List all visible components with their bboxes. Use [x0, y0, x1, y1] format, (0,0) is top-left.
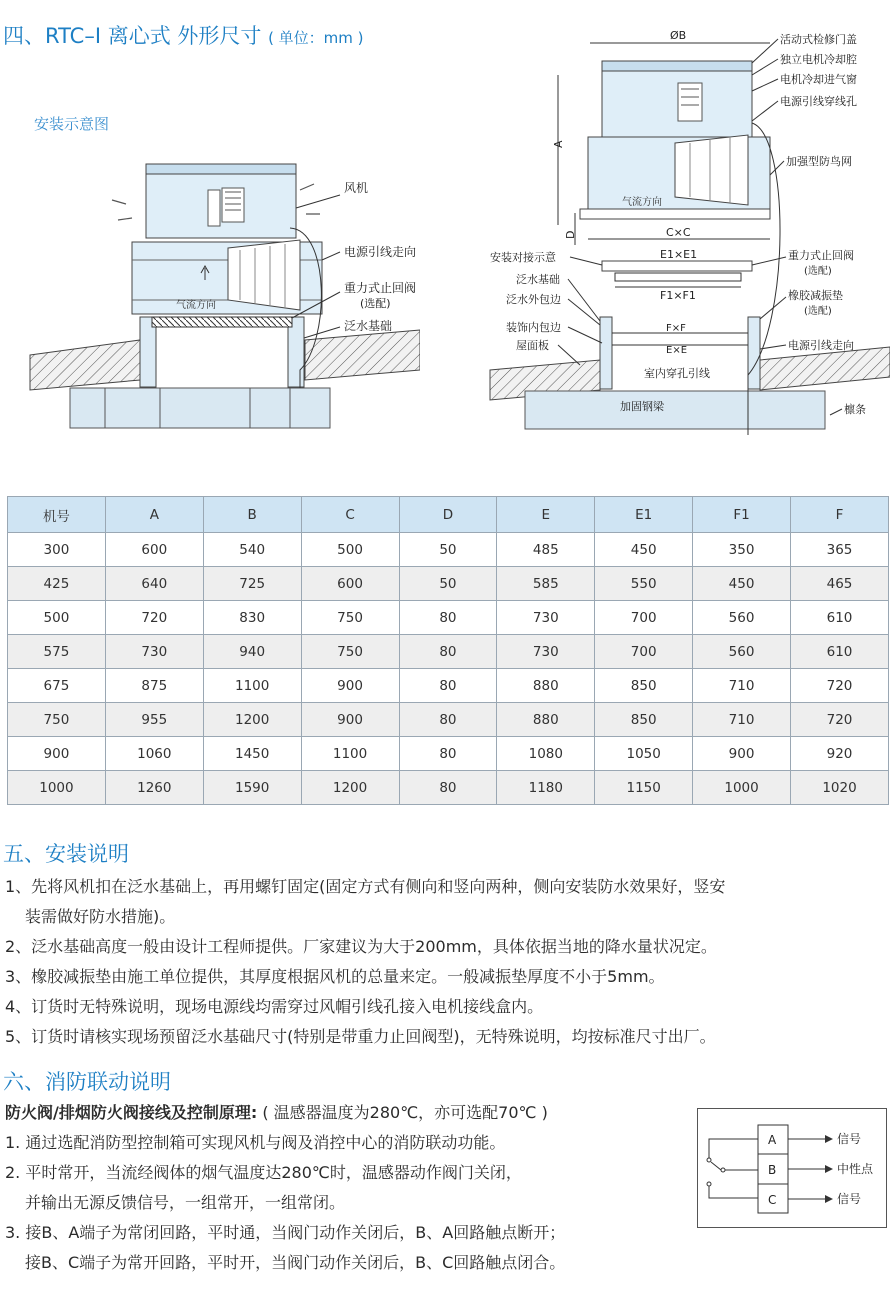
- label-rubber-pad: 橡胶减振垫: [788, 289, 843, 302]
- table-header-cell: F: [791, 497, 889, 533]
- fire-note-item: [5, 1218, 695, 1278]
- label-motor-cavity: 独立电机冷却腔: [780, 53, 857, 66]
- table-cell: 560: [693, 601, 791, 635]
- table-cell: 750: [301, 635, 399, 669]
- table-cell: 720: [791, 703, 889, 737]
- install-note-item: 4、订货时无特殊说明，现场电源线均需穿过风帽引线孔接入电机接线盒内。: [5, 997, 544, 1016]
- table-cell: 575: [8, 635, 106, 669]
- table-cell: 1060: [105, 737, 203, 771]
- table-header-cell: D: [399, 497, 497, 533]
- label-base: 泛水基础: [516, 273, 560, 286]
- dim-e1-label: E1×E1: [660, 248, 698, 261]
- table-cell: 830: [203, 601, 301, 635]
- table-cell: 450: [595, 533, 693, 567]
- install-note-item: 2、泛水基础高度一般由设计工程师提供。厂家建议为大于200mm，具体依据当地的降水量状况定。: [5, 937, 717, 956]
- table-cell: 1000: [693, 771, 791, 805]
- right-airflow-label: 气流方向: [622, 197, 662, 208]
- table-header-cell: A: [105, 497, 203, 533]
- dim-b-label: ØB: [670, 29, 687, 42]
- table-row: [8, 703, 889, 737]
- table-cell: 730: [105, 635, 203, 669]
- dimension-table: [7, 496, 889, 805]
- table-cell: 1150: [595, 771, 693, 805]
- table-cell: 540: [203, 533, 301, 567]
- table-cell: 80: [399, 669, 497, 703]
- table-cell: 1450: [203, 737, 301, 771]
- label-rubber-pad-note: (选配): [804, 306, 832, 317]
- dim-a-label: A: [552, 140, 565, 148]
- table-cell: 1200: [301, 771, 399, 805]
- table-header-cell: C: [301, 497, 399, 533]
- label-roof-board: 屋面板: [516, 339, 549, 352]
- table-cell: 465: [791, 567, 889, 601]
- fire-note-text-cont: 并输出无源反馈信号，一组常开，一组常闭。: [25, 1193, 346, 1212]
- table-cell: 585: [497, 567, 595, 601]
- label-cooling-window: 电机冷却进气窗: [780, 73, 857, 86]
- table-cell: 610: [791, 601, 889, 635]
- left-install-diagram: [0, 140, 420, 440]
- output-signal-1: 信号: [837, 1132, 862, 1146]
- table-cell: 880: [497, 703, 595, 737]
- section4-title: [3, 20, 364, 50]
- left-airflow-label: 气流方向: [176, 300, 216, 311]
- table-cell: 80: [399, 601, 497, 635]
- table-cell: 1020: [791, 771, 889, 805]
- table-cell: 1590: [203, 771, 301, 805]
- table-header-cell: E: [497, 497, 595, 533]
- dim-cxc-label: C×C: [666, 226, 691, 239]
- table-cell: 1050: [595, 737, 693, 771]
- wiring-diagram: [697, 1108, 887, 1228]
- fire-note-text: 3. 接B、A端子为常闭回路，平时通，当阀门动作关闭后，B、A回路触点断开；: [5, 1223, 566, 1242]
- table-cell: 1260: [105, 771, 203, 805]
- table-cell: 850: [595, 703, 693, 737]
- table-cell: 1000: [8, 771, 106, 805]
- label-purlin: 檩条: [844, 403, 866, 416]
- section5-title: 五、安装说明: [3, 842, 129, 866]
- table-cell: 900: [8, 737, 106, 771]
- fire-notes: [5, 1098, 695, 1278]
- fire-note-text: 2. 平时常开，当流经阀体的烟气温度达280℃时，温感器动作阀门关闭，: [5, 1163, 522, 1182]
- fire-subtitle-note: ( 温感器温度为280℃，亦可选配70℃ ): [262, 1103, 548, 1122]
- table-cell: 720: [105, 601, 203, 635]
- table-cell: 720: [791, 669, 889, 703]
- table-header-cell: B: [203, 497, 301, 533]
- install-note-item: [5, 872, 885, 932]
- table-cell: 640: [105, 567, 203, 601]
- table-cell: 350: [693, 533, 791, 567]
- table-cell: 710: [693, 703, 791, 737]
- label-cable-hole: 电源引线穿线孔: [780, 95, 857, 108]
- section4-title-unit: ( 单位：mm ): [268, 29, 364, 47]
- label-gravity-valve: 重力式止回阀: [788, 249, 854, 262]
- table-cell: 900: [301, 669, 399, 703]
- table-cell: 610: [791, 635, 889, 669]
- fire-note-text-cont: 接B、C端子为常开回路，平时开，当阀门动作关闭后，B、C回路触点闭合。: [25, 1253, 566, 1272]
- fire-subtitle: [5, 1098, 695, 1128]
- table-cell: 80: [399, 771, 497, 805]
- install-notes: [5, 872, 885, 1052]
- diagram-caption: 安装示意图: [34, 115, 110, 133]
- table-cell: 50: [399, 567, 497, 601]
- fire-note-item: [5, 1158, 695, 1218]
- install-note-item: 5、订货时请核实现场预留泛水基础尺寸(特别是带重力止回阀型)，无特殊说明，均按标准尺寸出厂。: [5, 1027, 716, 1046]
- left-label-fan: 风机: [344, 181, 369, 195]
- table-cell: 940: [203, 635, 301, 669]
- table-cell: 450: [693, 567, 791, 601]
- section6-title: 六、消防联动说明: [3, 1070, 171, 1094]
- table-cell: 80: [399, 635, 497, 669]
- table-cell: 300: [8, 533, 106, 567]
- dim-fxf-label: F×F: [666, 323, 686, 334]
- section4-title-main: 四、RTC–I 离心式 外形尺寸: [3, 24, 262, 48]
- label-steel-beam: 加固钢梁: [620, 400, 664, 413]
- table-cell: 675: [8, 669, 106, 703]
- right-dimension-diagram: [470, 25, 890, 440]
- table-cell: 880: [497, 669, 595, 703]
- table-cell: 955: [105, 703, 203, 737]
- table-cell: 710: [693, 669, 791, 703]
- table-row: [8, 635, 889, 669]
- dim-f1-label: F1×F1: [660, 289, 696, 302]
- table-cell: 725: [203, 567, 301, 601]
- label-hatch: 活动式检修门盖: [780, 33, 857, 46]
- fire-note-item: 1. 通过选配消防型控制箱可实现风机与阀及消控中心的消防联动功能。: [5, 1133, 506, 1152]
- table-header-cell: F1: [693, 497, 791, 533]
- terminal-c: C: [768, 1193, 777, 1207]
- table-cell: 560: [693, 635, 791, 669]
- table-cell: 485: [497, 533, 595, 567]
- table-cell: 1180: [497, 771, 595, 805]
- fire-subtitle-bold: 防火阀/排烟防火阀接线及控制原理:: [5, 1103, 258, 1122]
- label-bird-net: 加强型防鸟网: [786, 155, 852, 168]
- table-body: [8, 533, 889, 805]
- table-cell: 500: [301, 533, 399, 567]
- table-cell: 1080: [497, 737, 595, 771]
- table-cell: 365: [791, 533, 889, 567]
- label-indoor-cable: 室内穿孔引线: [644, 367, 710, 380]
- table-cell: 80: [399, 703, 497, 737]
- table-row: [8, 669, 889, 703]
- table-cell: 875: [105, 669, 203, 703]
- table-row: [8, 533, 889, 567]
- table-cell: 600: [105, 533, 203, 567]
- install-note-text: 1、先将风机扣在泛水基础上，再用螺钉固定(固定方式有侧向和竖向两种，侧向安装防水效果好，竖安: [5, 877, 726, 896]
- label-install-joint: 安装对接示意: [490, 251, 556, 264]
- dim-exe-label: E×E: [666, 345, 688, 356]
- table-row: [8, 601, 889, 635]
- table-cell: 920: [791, 737, 889, 771]
- table-header-cell: 机号: [8, 497, 106, 533]
- table-cell: 700: [595, 601, 693, 635]
- table-header-cell: E1: [595, 497, 693, 533]
- table-row: [8, 771, 889, 805]
- table-header-row: [8, 497, 889, 533]
- table-cell: 1100: [203, 669, 301, 703]
- table-cell: 900: [301, 703, 399, 737]
- label-gravity-valve-note: (选配): [804, 266, 832, 277]
- output-neutral: 中性点: [837, 1162, 874, 1176]
- table-cell: 1200: [203, 703, 301, 737]
- output-signal-2: 信号: [837, 1192, 862, 1206]
- table-cell: 50: [399, 533, 497, 567]
- table-cell: 80: [399, 737, 497, 771]
- dim-d-label: D: [564, 230, 577, 239]
- label-power-routing: 电源引线走向: [788, 339, 854, 352]
- table-cell: 700: [595, 635, 693, 669]
- table-cell: 900: [693, 737, 791, 771]
- table-cell: 600: [301, 567, 399, 601]
- install-note-item: 3、橡胶减振垫由施工单位提供，其厚度根据风机的总量来定。一般减振垫厚度不小于5mm。: [5, 967, 665, 986]
- table-row: [8, 567, 889, 601]
- table-cell: 425: [8, 567, 106, 601]
- table-cell: 850: [595, 669, 693, 703]
- table-cell: 750: [301, 601, 399, 635]
- terminal-b: B: [768, 1163, 777, 1177]
- table-cell: 730: [497, 601, 595, 635]
- left-label-valve: 重力式止回阀: [344, 281, 417, 295]
- label-base-wrap: 泛水外包边: [506, 293, 561, 306]
- table-cell: 500: [8, 601, 106, 635]
- table-cell: 1100: [301, 737, 399, 771]
- table-row: [8, 737, 889, 771]
- left-label-power: 电源引线走向: [344, 245, 417, 259]
- left-label-valve-note: (选配): [360, 297, 391, 310]
- terminal-a: A: [768, 1133, 777, 1147]
- label-inner-trim: 装饰内包边: [506, 321, 561, 334]
- table-cell: 550: [595, 567, 693, 601]
- table-cell: 730: [497, 635, 595, 669]
- table-cell: 750: [8, 703, 106, 737]
- left-label-base: 泛水基础: [344, 319, 393, 333]
- install-note-text-cont: 装需做好防水措施)。: [25, 907, 176, 926]
